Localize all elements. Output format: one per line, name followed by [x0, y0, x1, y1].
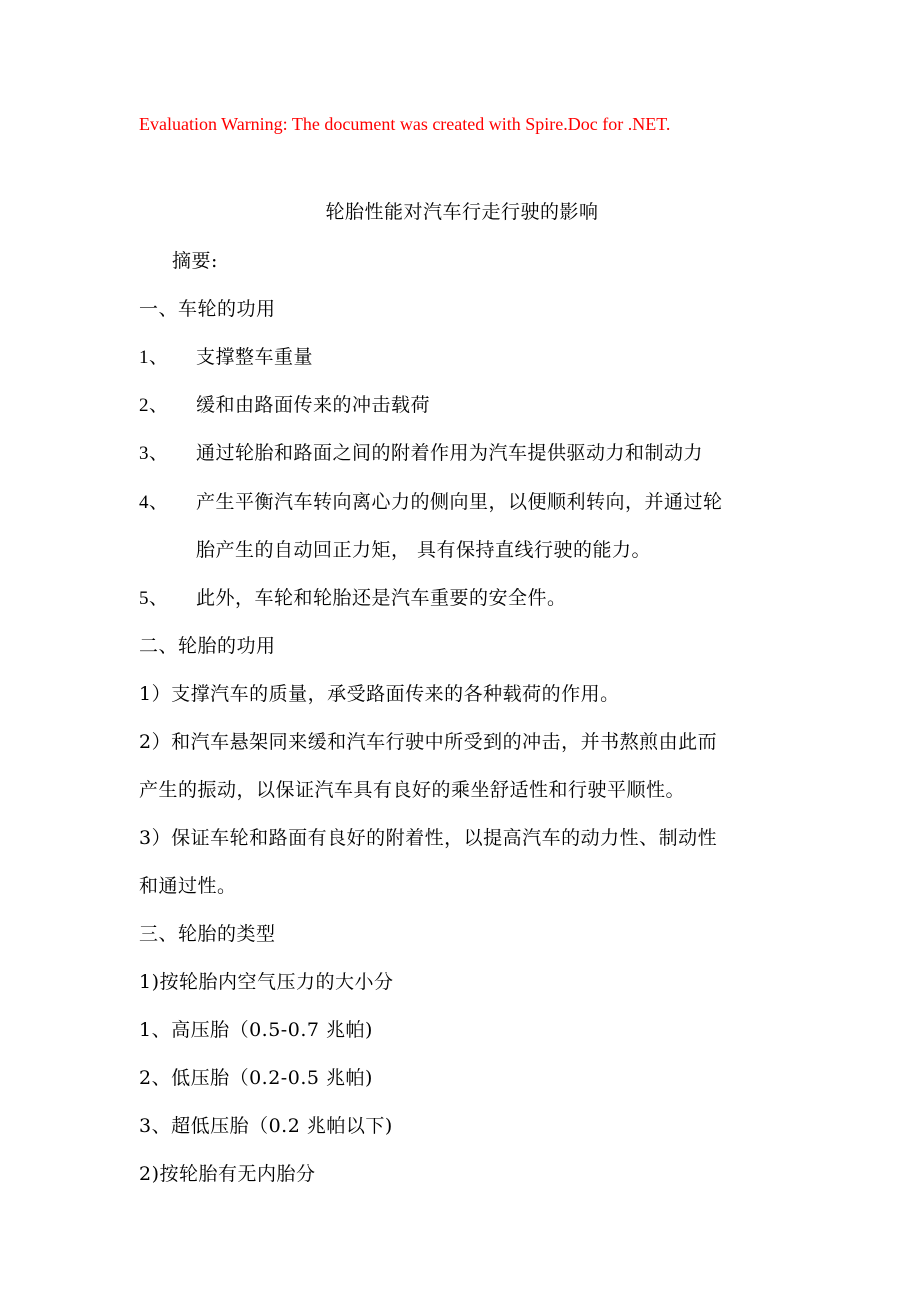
abstract-label: 摘要: — [172, 250, 218, 272]
list-number: 4、 — [139, 492, 169, 513]
list-item: 3、超低压胎（0.2 兆帕以下) — [139, 1115, 393, 1137]
list-number: 5、 — [139, 588, 169, 609]
section1-heading: 一、车轮的功用 — [139, 298, 276, 320]
list-number: 3、 — [139, 443, 169, 464]
document-title — [0, 200, 920, 224]
paragraph-line: 2）和汽车悬架同来缓和汽车行驶中所受到的冲击，并书熬煎由此而 — [139, 731, 718, 753]
list-item — [139, 586, 567, 611]
paragraph-line: 产生的振动，以保证汽车具有良好的乘坐舒适性和行驶平顺性。 — [139, 779, 686, 801]
list-text: 通过轮胎和路面之间的附着作用为汽车提供驱动力和制动力 — [196, 442, 704, 464]
list-item — [139, 490, 723, 515]
paragraph-line: 3）保证车轮和路面有良好的附着性，以提高汽车的动力性、制动性 — [139, 827, 718, 849]
list-text: 缓和由路面传来的冲击载荷 — [196, 394, 431, 416]
list-number: 2、 — [139, 395, 169, 416]
title-text: 轮胎性能对汽车行走行驶的影响 — [325, 201, 599, 223]
section3-heading: 三、轮胎的类型 — [139, 923, 276, 945]
evaluation-warning: Evaluation Warning: The document was created with Spire.Doc for .NET. — [139, 114, 671, 134]
list-item — [139, 441, 703, 466]
list-item — [139, 393, 430, 418]
paragraph-line: 和通过性。 — [139, 875, 237, 897]
list-item: 1、高压胎（0.5-0.7 兆帕) — [139, 1019, 373, 1041]
list-text: 此外，车轮和轮胎还是汽车重要的安全件。 — [196, 587, 567, 609]
section3-subheading: 1)按轮胎内空气压力的大小分 — [139, 971, 394, 993]
paragraph-line: 1）支撑汽车的质量，承受路面传来的各种载荷的作用。 — [139, 683, 620, 705]
list-item-continuation: 胎产生的自动回正力矩， 具有保持直线行驶的能力。 — [196, 539, 652, 561]
list-number: 1、 — [139, 347, 169, 368]
section3-subheading: 2)按轮胎有无内胎分 — [139, 1163, 316, 1185]
list-text: 产生平衡汽车转向离心力的侧向里，以便顺利转向，并通过轮 — [196, 491, 723, 513]
section2-heading: 二、轮胎的功用 — [139, 635, 276, 657]
list-text: 支撑整车重量 — [196, 346, 314, 368]
list-item — [139, 345, 313, 370]
list-item: 2、低压胎（0.2-0.5 兆帕) — [139, 1067, 373, 1089]
